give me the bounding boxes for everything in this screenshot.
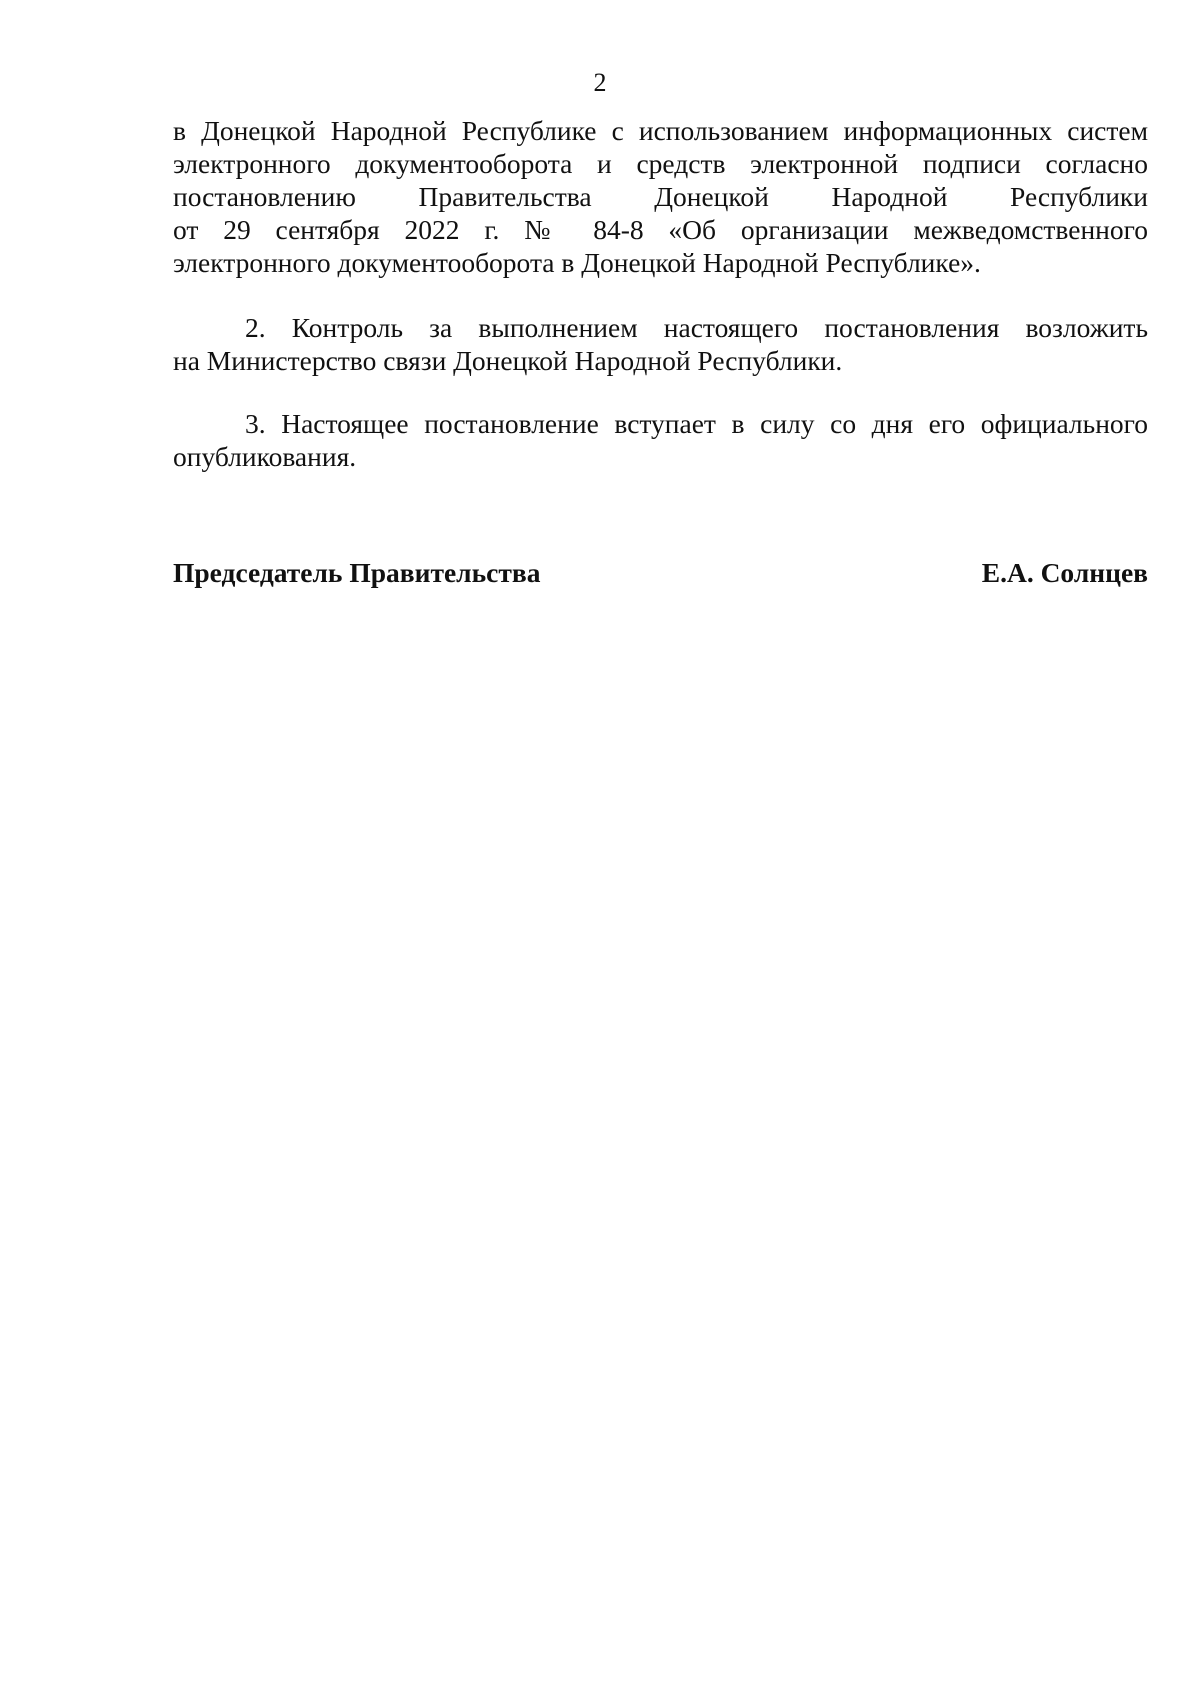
paragraph-line: от 29 сентября 2022 г. № 84-8 «Об организации межведомственного [173, 214, 1148, 245]
paragraph-line: на Министерство связи Донецкой Народной Республики. [173, 345, 843, 376]
paragraph-line: 3. Настоящее постановление вступает в силу со дня его официального [245, 408, 1148, 439]
paragraph-line: электронного документооборота и средств электронной подписи согласно [173, 148, 1148, 179]
paragraph-line: электронного документооборота в Донецкой Народной Республике». [173, 247, 981, 278]
paragraph-control [173, 311, 1148, 377]
page-number: 2 [593, 68, 607, 97]
paragraph-line: постановлению Правительства Донецкой Народной Республики [173, 181, 1148, 212]
paragraph-line: 2. Контроль за выполнением настоящего постановления возложить [245, 312, 1148, 343]
signatory-title: Председатель Правительства [173, 557, 541, 588]
paragraph-line: опубликования. [173, 441, 357, 472]
signatory-name: Е.А. Солнцев [981, 557, 1148, 588]
paragraph-line: в Донецкой Народной Республике с использованием информационных систем [173, 115, 1148, 146]
paragraph-entry-into-force [173, 407, 1148, 473]
paragraph-continuation [173, 114, 1148, 279]
